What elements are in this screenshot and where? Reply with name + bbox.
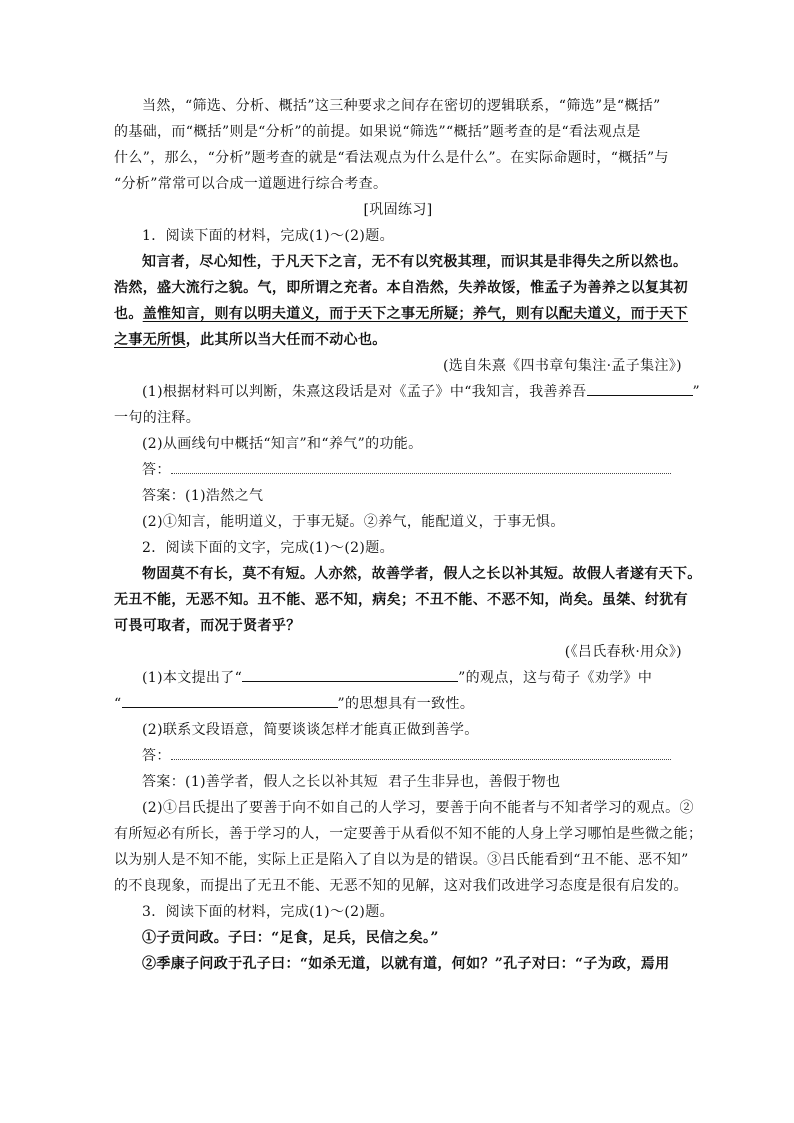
- q1-answer-field[interactable]: [171, 459, 671, 474]
- q3-prompt: 3．阅读下面的材料，完成(1)～(2)题。: [142, 904, 394, 920]
- q1-passage-text: 也。: [114, 306, 143, 322]
- q2-answer-2-line-2: 有所短必有所长，善于学习的人，一定要善于从看似不知不能的人身上学习哪怕是些微之能；: [114, 826, 703, 842]
- q1-passage-line-1: 知言者，尽心知性，于凡天下之言，无不有以究极其理，而识其是非得失之所以然也。: [142, 254, 688, 270]
- q2-answer-label: 答：: [142, 748, 171, 764]
- q2-source: (《吕氏春秋·用众》): [564, 644, 682, 660]
- q1-sub1-cont: 一句的注释。: [114, 410, 201, 426]
- q2-sub1-text-3: ”的思想具有一致性。: [337, 696, 475, 712]
- q2-answer-2-line-3: 以为别人是不知不能，实际上正是陷入了自以为是的错误。③吕氏能看到“丑不能、恶不知”: [114, 852, 689, 868]
- q1-answer-label: 答：: [142, 462, 171, 478]
- q2-answer-2-line-4: 的不良现象，而提出了无丑不能、无恶不知的见解，这对我们改进学习态度是很有启发的。: [114, 878, 688, 894]
- q3-passage-line-2: ②季康子问政于孔子曰：“如杀无道，以就有道，何如？”孔子对曰：“子为政，焉用: [142, 956, 670, 972]
- intro-line-2: 的基础，而“概括”则是“分析”的前提。如果说“筛选”“概括”题考查的是“看法观点是: [114, 124, 641, 140]
- q2-sub1-quote-open: “: [114, 696, 122, 712]
- q1-passage-text-end: ，此其所以当大任而不动心也。: [185, 332, 387, 348]
- q2-sub1-text-2: ”的观点，这与荀子《劝学》中: [458, 670, 653, 686]
- q3-passage-line-1: ①子贡问政。子曰：“足食，足兵，民信之矣。”: [142, 930, 439, 946]
- q1-answer-1: 答案：(1)浩然之气: [142, 488, 264, 504]
- q2-sub1: [114, 665, 682, 691]
- q1-sub1-blank[interactable]: [587, 380, 693, 396]
- q1-sub1-text: (1)根据材料可以判断，朱熹这段话是对《孟子》中“我知言，我善养吾: [142, 384, 587, 400]
- section-title: [巩固练习]: [363, 202, 433, 218]
- q2-sub2: (2)联系文段语意，简要谈谈怎样才能真正做到善学。: [142, 722, 479, 738]
- intro-line-3: 什么”，那么，“分析”题考查的就是“看法观点为什么是什么”。在实际命题时，“概括”与: [114, 150, 669, 166]
- q1-answer-line: [114, 457, 682, 483]
- q2-passage-line-1: 物固莫不有长，莫不有短。人亦然，故善学者，假人之长以补其短。故假人者遂有天下。: [142, 566, 702, 582]
- q2-answer-1b: 君子生非异也，善假于物也: [388, 774, 561, 790]
- q2-passage-line-2: 无丑不能，无恶不知。丑不能、恶不知，病矣；不丑不能、不恶不知，尚矣。虽桀、纣犹有: [114, 592, 688, 608]
- q2-sub1-text: (1)本文提出了“: [142, 670, 243, 686]
- q2-answer-1: [114, 769, 682, 795]
- q1-answer-2: (2)①知言，能明道义，于事无疑。②养气，能配道义，于事无惧。: [142, 514, 565, 530]
- q1-passage-line-4: [114, 327, 682, 353]
- q2-sub1-cont: [114, 691, 682, 717]
- q1-underlined-sentence: 盖惟知言，则有以明夫道义，而于天下之事无所疑；养气，则有以配夫道义，而于天下: [142, 306, 689, 322]
- q1-source: (选自朱熹《四书章句集注·孟子集注》): [442, 358, 682, 374]
- q2-passage-line-3: 可畏可取者，而况于贤者乎？: [114, 618, 301, 634]
- q2-answer-2-line-1: (2)①吕氏提出了要善于向不如自己的人学习，要善于向不能者与不知者学习的观点。②: [142, 800, 694, 816]
- q2-answer-1a: 答案：(1)善学者，假人之长以补其短: [142, 774, 379, 790]
- q1-passage-line-2: 浩然，盛大流行之貌。气，即所谓之充者。本自浩然，失养故馁，惟孟子为善养之以复其初: [114, 280, 688, 296]
- q1-sub2: (2)从画线句中概括“知言”和“养气”的功能。: [142, 436, 423, 452]
- intro-line-1: 当然，“筛选、分析、概括”这三种要求之间存在密切的逻辑联系，“筛选”是“概括”: [142, 98, 661, 114]
- q2-sub1-blank-1[interactable]: [242, 666, 458, 682]
- q1-prompt: 1．阅读下面的材料，完成(1)～(2)题。: [142, 228, 394, 244]
- q1-passage-line-3: [114, 301, 689, 327]
- q2-prompt: 2．阅读下面的文字，完成(1)～(2)题。: [142, 540, 394, 556]
- intro-line-4: “分析”常常可以合成一道题进行综合考查。: [114, 176, 388, 192]
- page-content: [114, 93, 703, 977]
- q1-underlined-sentence-end: 之事无所惧: [114, 332, 186, 348]
- q1-sub1: [114, 379, 701, 405]
- q2-answer-line: [114, 743, 682, 769]
- q1-sub1-quote-end: ”: [692, 384, 701, 400]
- q2-answer-field[interactable]: [171, 745, 671, 760]
- q2-sub1-blank-2[interactable]: [122, 692, 338, 708]
